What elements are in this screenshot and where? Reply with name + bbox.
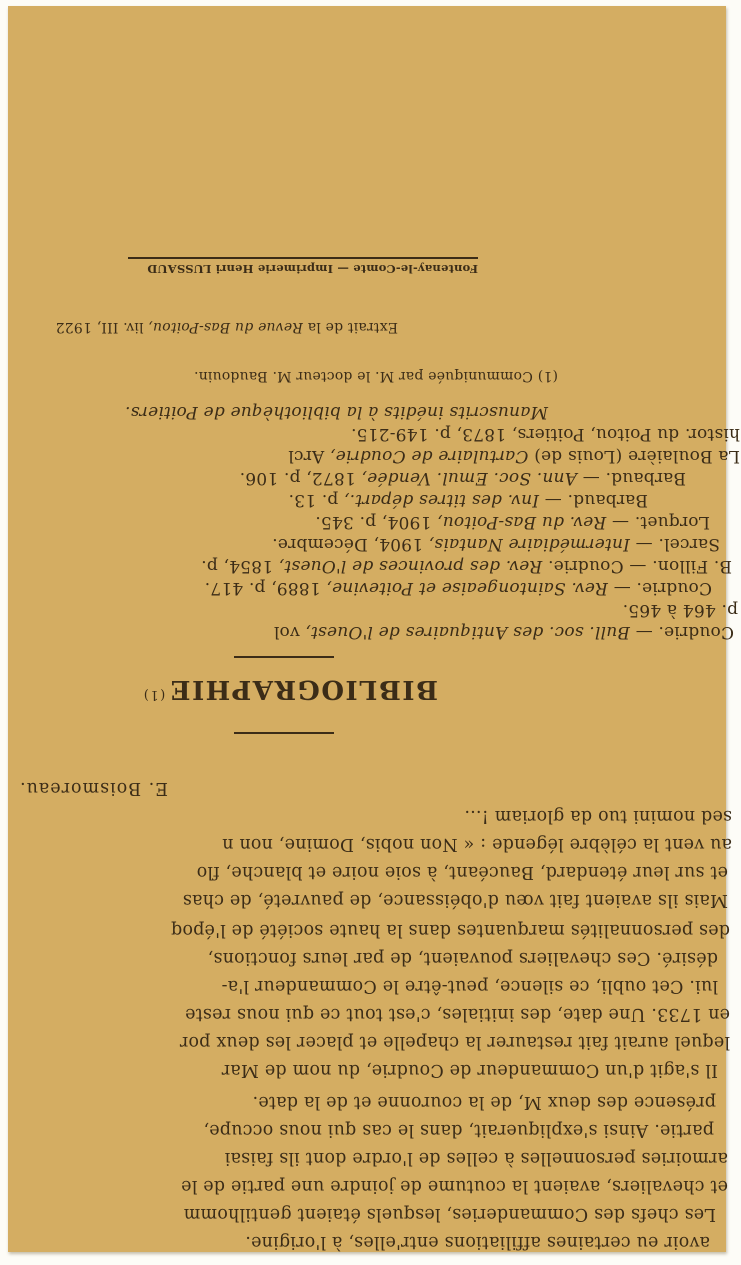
body-line: Les chefs des Commanderies, lesquels étaient gentilhomm	[183, 1204, 716, 1224]
entry-author: Coudrie. —	[629, 622, 734, 642]
entry-author: Coudrie. —	[607, 578, 712, 598]
extract-journal: Revue du Bas-Poitou,	[148, 319, 303, 335]
title-note-marker: (1)	[142, 686, 166, 702]
body-line: présence des deux M, de la couronne et de la date.	[252, 1092, 716, 1112]
entry-detail: p. 464 à 465.	[622, 600, 738, 620]
paper-sheet	[8, 6, 740, 1252]
printer-rule	[128, 258, 478, 260]
entry-author: Barbaud. —	[538, 490, 648, 510]
entry-source: Inv. des titres départ.,	[343, 490, 539, 510]
entry-detail: 1872, p. 106.	[239, 468, 362, 488]
entry-author: Barbaud. —	[576, 468, 686, 488]
entry-source: Bull. soc. des Antiquaires de l'Ouest,	[305, 622, 630, 642]
bibliography-entry	[272, 534, 720, 554]
entry-detail: 1904, p. 345.	[315, 512, 437, 532]
body-line: désiré. Ces chevaliers pouvaient, de par leurs fonctions,	[207, 948, 718, 968]
body-line: au vent la célèbre légende : « Non nobis, Domine, non n	[221, 834, 732, 854]
upside-down-page	[8, 6, 740, 1252]
entry-author: La Boulaière (Louis de)	[528, 446, 740, 466]
extract-suffix: liv. III, 1922	[55, 319, 149, 335]
extract-line	[55, 319, 398, 335]
entry-detail: vol	[273, 622, 306, 642]
bibliography-title-text: BIBLIOGRAPHIE	[169, 674, 438, 704]
body-line: et chevaliers, avaient la coutume de joindre une partie de le	[180, 1176, 728, 1196]
body-line: avoir eu certaines affiliations entr'elles, à l'origine.	[245, 1232, 710, 1252]
entry-detail: histor. du Poitou, Poitiers, 1873, p. 149-215.	[350, 424, 740, 444]
bibliography-entry	[351, 424, 740, 444]
body-line: des personnalités marquantes dans la haute société de l'époq	[170, 920, 730, 940]
body-line: armoiries personnelles à celles de l'ordre dont ils faisai	[224, 1148, 728, 1168]
body-line: sed nomini tuo da gloriam !...	[464, 806, 732, 826]
entry-source: Manuscrits inédits à la bibliothèque de Poitiers.	[124, 402, 548, 422]
entry-source: Intermédiaire Nantais,	[428, 534, 630, 554]
body-line: partie. Ainsi s'expliquerait, dans le cas qui nous occupe,	[203, 1120, 714, 1140]
entry-detail: 1889, p. 417.	[204, 578, 327, 598]
bibliography-title	[142, 674, 438, 704]
bibliography-entry	[622, 600, 738, 620]
entry-source: Ann. Soc. Emul. Vendée,	[361, 468, 577, 488]
extract-prefix: Extrait de la	[302, 319, 398, 335]
bibliography-entry	[240, 468, 687, 488]
entry-source: Rev. Saintongeaise et Poitevine,	[326, 578, 608, 598]
bibliography-entry	[274, 622, 734, 642]
entry-source: Rev. du Bas-Poitou,	[436, 512, 607, 532]
body-line: Il s'agit d'un Commandeur de Coudrie, du nom de Mar	[221, 1060, 718, 1080]
body-line: et sur leur étendard, Baucéant, à soie noire et blanche, flo	[196, 862, 728, 882]
title-rule-bottom	[234, 656, 334, 658]
entry-source: Rev. des provinces de l'Ouest,	[278, 556, 543, 576]
bibliography-entry	[288, 490, 648, 510]
bibliography-entry	[315, 512, 710, 532]
bibliography-footnote: (1) Communiquée par M. le docteur M. Baudouin.	[193, 368, 558, 384]
bibliography-entry	[288, 446, 740, 466]
body-line: Mais ils avaient fait vœu d'obéissance, de pauvreté, de chas	[182, 890, 728, 910]
signature: E. Boismoreau.	[19, 778, 168, 798]
bibliography-entry	[204, 578, 712, 598]
body-line: lui. Cet oubli, ce silence, peut-être le Commandeur l'a-	[221, 976, 718, 996]
printer-imprint: Fontenay-le-Comte — Imprimerie Henri LUSSAUD	[147, 262, 478, 276]
body-line: en 1733. Une date, des initiales, c'est tout ce qui nous reste	[184, 1004, 730, 1024]
body-line: lequel aurait fait restaurer la chapelle et placer les deux por	[179, 1032, 730, 1052]
title-rule-top	[234, 732, 334, 734]
entry-author: Sarcel. —	[629, 534, 720, 554]
entry-detail: p. 13.	[288, 490, 344, 510]
entry-author: Lorquet. —	[606, 512, 710, 532]
entry-author: B. Fillon. — Coudrie.	[542, 556, 732, 576]
entry-detail: 1854, p.	[201, 556, 279, 576]
entry-detail: Arcl	[288, 446, 330, 466]
entry-source: Cartulaire de Coudrie,	[329, 446, 529, 466]
bibliography-entry	[125, 402, 548, 422]
bibliography-entry	[201, 556, 732, 576]
entry-detail: 1904, Décembre.	[272, 534, 429, 554]
